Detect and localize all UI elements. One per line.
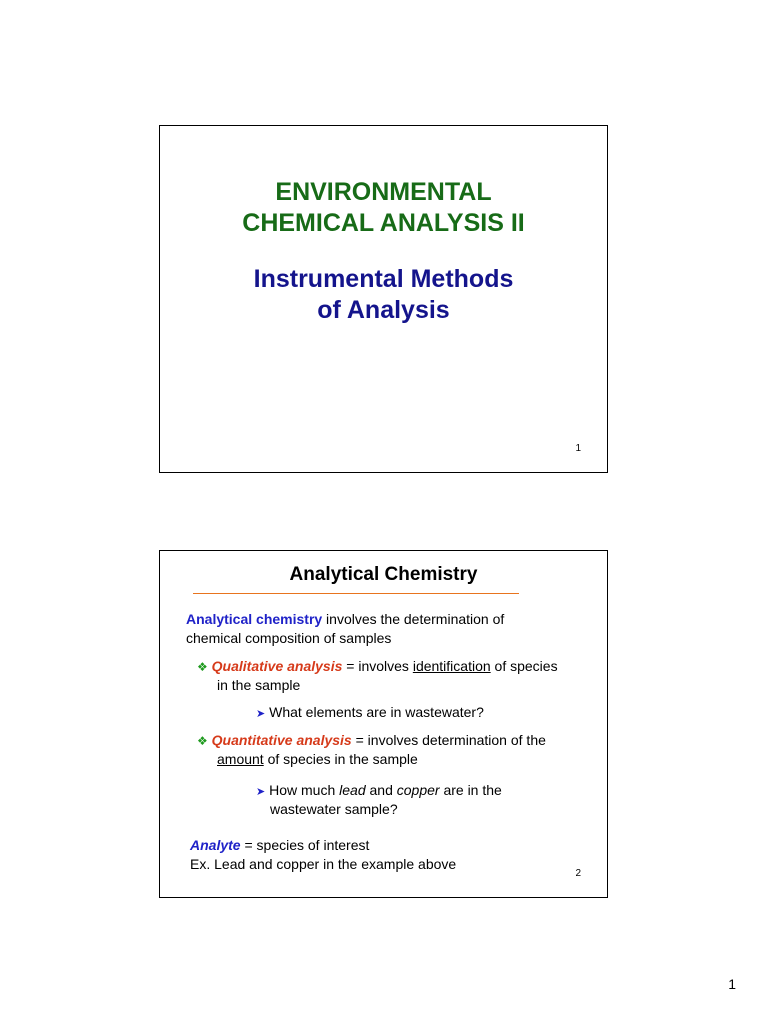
qualitative-line-2: in the sample (217, 677, 301, 693)
quantitative-term: Quantitative analysis (211, 732, 352, 748)
slide-1-subtitle (160, 264, 607, 326)
qualitative-end: of species (490, 658, 558, 674)
analyte-term: Analyte (190, 837, 241, 853)
quantitative-line-2-rest: of species in the sample (263, 751, 418, 767)
slide-1 (159, 125, 608, 473)
intro-line-1 (186, 610, 504, 629)
arrow-bullet-icon: ➤ (256, 708, 266, 720)
slide-2 (159, 550, 608, 898)
heading-divider (193, 593, 519, 594)
analyte-example: Ex. Lead and copper in the example above (190, 856, 457, 872)
quantitative-example (256, 781, 502, 802)
identification-word: identification (412, 658, 491, 674)
quantitative-line-2 (217, 750, 418, 769)
subtitle-line-1: Instrumental Methods (253, 265, 514, 293)
intro-rest: involves the determination of (322, 611, 505, 627)
slide-2-heading: Analytical Chemistry (289, 564, 478, 585)
intro-term: Analytical chemistry (186, 611, 323, 627)
qualitative-example-text: What elements are in wastewater? (269, 704, 484, 720)
lead-word: lead (339, 782, 366, 798)
analyte-definition (190, 836, 369, 855)
arrow-bullet-icon: ➤ (256, 786, 266, 798)
qualitative-term: Qualitative analysis (211, 658, 343, 674)
diamond-bullet-icon: ❖ (197, 660, 208, 674)
quantitative-example-and: and (365, 782, 397, 798)
title-line-2: CHEMICAL ANALYSIS II (242, 209, 525, 237)
amount-word: amount (217, 751, 264, 767)
intro-line-2: chemical composition of samples (186, 630, 392, 646)
quantitative-example-a: How much (269, 782, 340, 798)
quantitative-bullet (197, 731, 546, 751)
slide-2-number: 2 (575, 868, 581, 879)
qualitative-mid: = involves (342, 658, 413, 674)
slide-1-title (160, 177, 607, 239)
analyte-rest: = species of interest (240, 837, 370, 853)
diamond-bullet-icon: ❖ (197, 734, 208, 748)
qualitative-example (256, 703, 484, 724)
quantitative-example-line-2: wastewater sample? (270, 801, 398, 817)
copper-word: copper (396, 782, 440, 798)
qualitative-bullet (197, 657, 558, 677)
page-number: 1 (728, 976, 736, 992)
quantitative-example-end: are in the (439, 782, 502, 798)
slide-1-number: 1 (575, 443, 581, 454)
subtitle-line-2: of Analysis (317, 296, 450, 324)
title-line-1: ENVIRONMENTAL (275, 178, 492, 206)
quantitative-rest: = involves determination of the (351, 732, 546, 748)
